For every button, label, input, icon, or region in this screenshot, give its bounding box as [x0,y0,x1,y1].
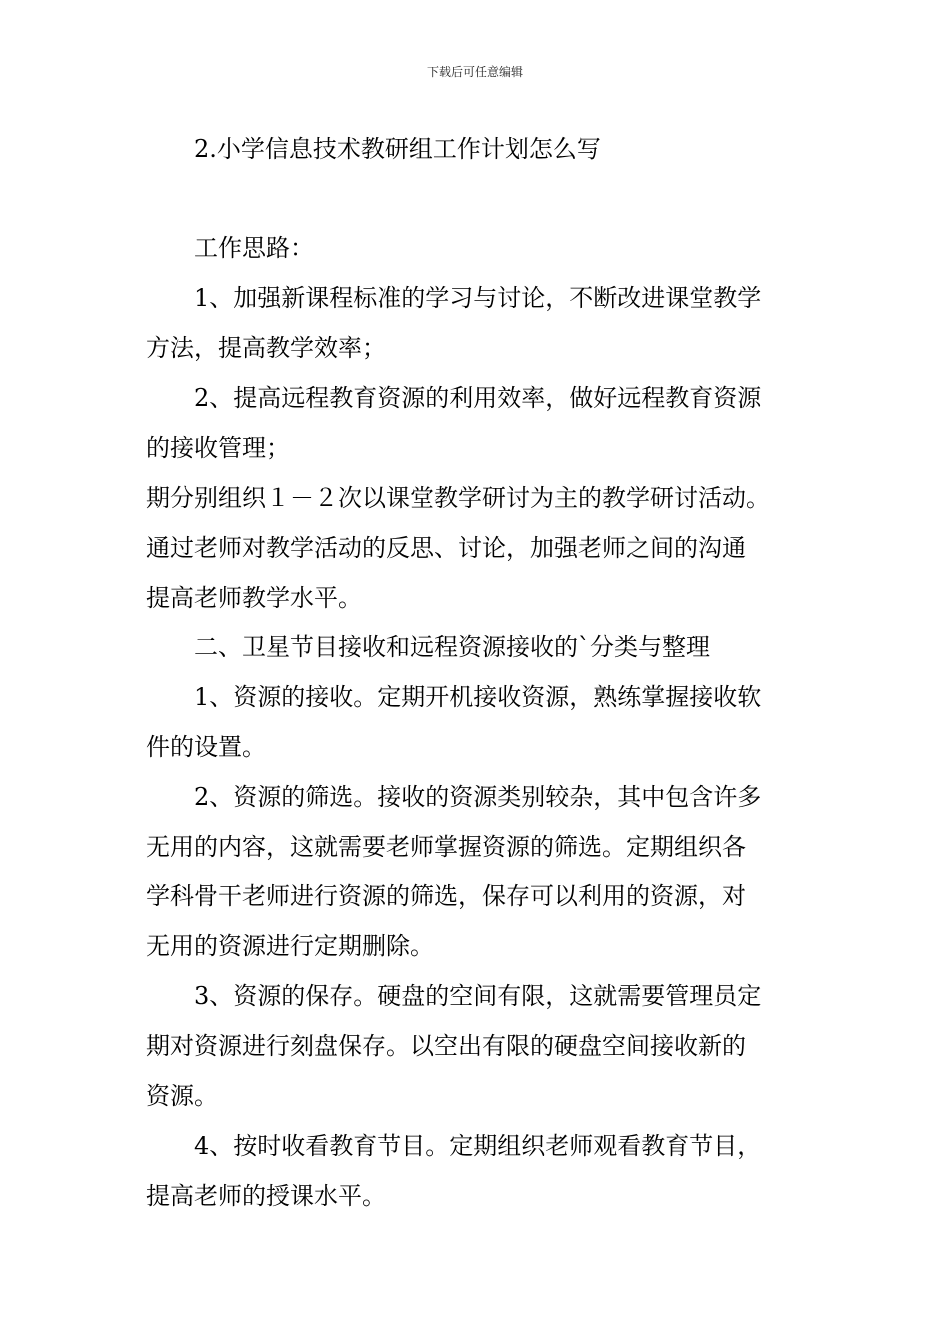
paragraph-line: 3、资源的保存。硬盘的空间有限，这就需要管理员定 [194,982,762,1010]
paragraph-line: 2、资源的筛选。接收的资源类别较杂，其中包含许多 [194,783,762,811]
paragraph-line: 通过老师对教学活动的反思、讨论，加强老师之间的沟通 [146,534,746,562]
paragraph-line: 期分别组织１－２次以课堂教学研讨为主的教学研讨活动。 [146,484,770,512]
paragraph-line: 无用的资源进行定期删除。 [146,932,434,960]
section-heading: 二、卫星节目接收和远程资源接收的`分类与整理 [194,633,710,661]
paragraph-line: 无用的内容，这就需要老师掌握资源的筛选。定期组织各 [146,833,746,861]
paragraph-line: 的接收管理； [146,434,290,462]
paragraph-line: 资源。 [146,1082,218,1110]
paragraph-line: 1、资源的接收。定期开机接收资源，熟练掌握接收软 [194,683,762,711]
paragraph-line: 提高老师教学水平。 [146,584,362,612]
paragraph-line: 件的设置。 [146,733,266,761]
paragraph-line: 方法，提高教学效率； [146,334,386,362]
paragraph-line: 1、加强新课程标准的学习与讨论，不断改进课堂教学 [194,284,762,312]
section-heading: 工作思路： [194,234,314,262]
paragraph-line: 2、提高远程教育资源的利用效率，做好远程教育资源 [194,384,762,412]
paragraph-line: 4、按时收看教育节目。定期组织老师观看教育节目， [194,1132,762,1160]
paragraph-line: 提高老师的授课水平。 [146,1182,386,1210]
document-title: 2.小学信息技术教研组工作计划怎么写 [194,135,601,163]
paragraph-line: 学科骨干老师进行资源的筛选，保存可以利用的资源，对 [146,882,746,910]
page-header: 下载后可任意编辑 [426,65,523,79]
paragraph-line: 期对资源进行刻盘保存。以空出有限的硬盘空间接收新的 [146,1032,746,1060]
